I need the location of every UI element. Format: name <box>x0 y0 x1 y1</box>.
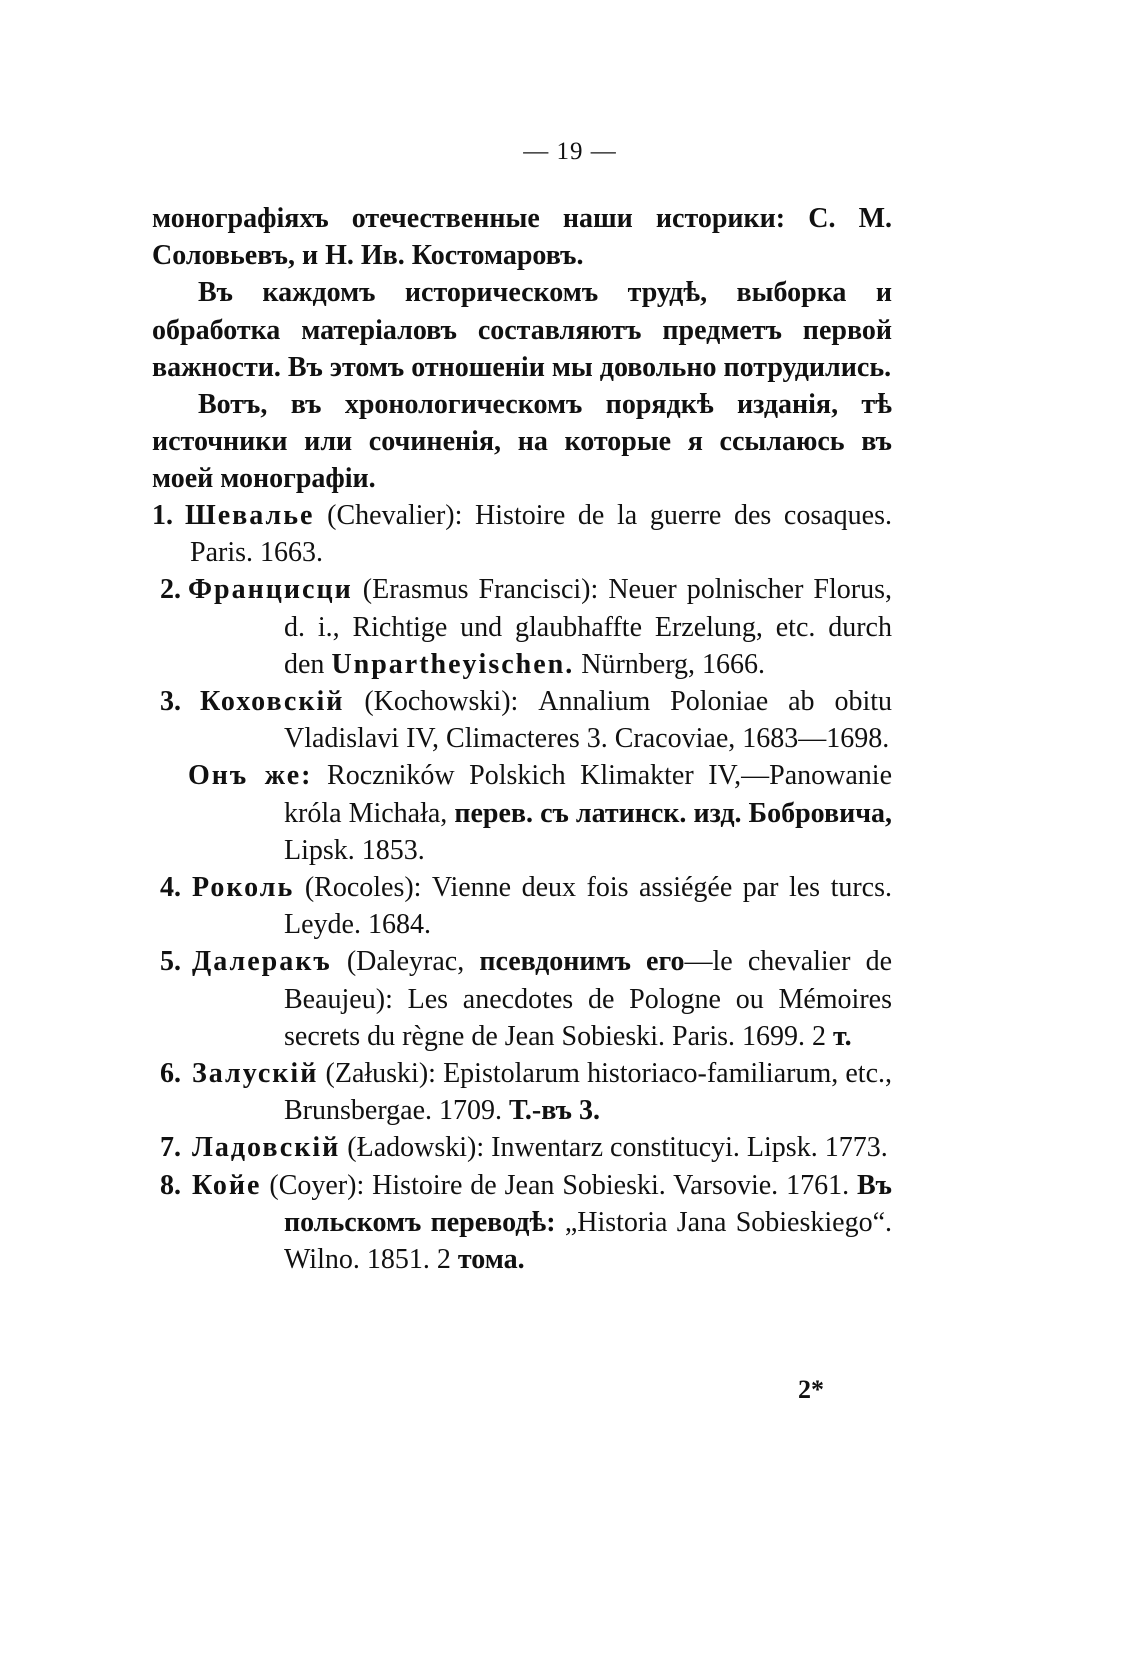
intro-paragraph-1: монографіяхъ отечественные наши историки: С. М. Соловьевъ, и Н. Ив. Костомаровъ. <box>152 203 892 272</box>
source-text: Lipsk. 1853. <box>284 834 425 866</box>
page-number: — 19 — <box>523 138 617 165</box>
source-russian-text: перев. съ латинск. изд. Бобровича, <box>454 797 892 829</box>
source-number: 4. <box>160 872 181 904</box>
source-entry-7 <box>152 1129 892 1166</box>
source-author: Ладовскій <box>192 1132 341 1164</box>
source-entry-3 <box>152 683 892 757</box>
source-entry-3-continued <box>152 757 892 869</box>
source-text: (Rocoles): Vienne deux fois assiégée par les turcs. Leyde. 1684. <box>284 872 892 941</box>
source-text: (Daleyrac, <box>346 946 465 978</box>
source-author: Далеракъ <box>192 946 332 978</box>
source-author: Шевалье <box>185 500 315 531</box>
source-text: „Historia Jana Sobieskiego“. Wilno. 1851. 2 <box>284 1206 893 1276</box>
source-text: (Załuski): Epistolarum historiaco-familiarum, etc., Brunsbergae. 1709. <box>284 1058 893 1127</box>
source-author: Францисци <box>188 574 353 606</box>
source-russian-text: Т.-въ 3. <box>509 1095 600 1127</box>
source-author: Койе <box>192 1169 262 1201</box>
source-number: 3. <box>160 686 181 718</box>
source-text: (Erasmus Francisci): Neuer polnischer Florus, d. i., Richtige und glaubhaffte Erzelung, etc. durch den <box>284 574 893 680</box>
source-text: Nürnberg, 1666. <box>581 648 766 680</box>
source-entry-4 <box>152 869 892 943</box>
source-spaced-text: Unpartheyischen. <box>331 648 575 680</box>
intro-text <box>152 200 892 498</box>
source-text: —le chevalier de Beaujeu): Les anecdotes de Pologne ou Mémoires secrets du règne de Jean Sobieski. Paris. 1699. 2 <box>284 946 893 1052</box>
source-entry-2 <box>152 571 892 683</box>
source-russian-text: тома. <box>457 1244 525 1276</box>
source-entry-6 <box>152 1055 892 1129</box>
signature-mark: 2* <box>798 1375 824 1404</box>
source-russian-text: Въ польскомъ переводѣ: <box>284 1169 892 1238</box>
source-entry-8 <box>152 1167 892 1279</box>
intro-paragraph-2: Въ каждомъ историческомъ трудѣ, выборка и обработка матеріаловъ составляютъ предметъ первой важности. Въ этомъ отношеніи мы довольно потрудились. <box>152 277 892 383</box>
source-number: 8. <box>160 1169 181 1201</box>
source-author: Залускій <box>192 1058 319 1090</box>
source-russian-text: т. <box>833 1020 852 1052</box>
source-author: Роколь <box>192 872 295 904</box>
source-text: (Kochowski): Annalium Poloniae ab obitu Vladislavi IV, Climacteres 3. Cracoviae, 1683—1698. <box>284 686 892 755</box>
source-russian-text: псевдонимъ его <box>479 946 685 978</box>
sources-list <box>152 497 892 1278</box>
source-number: 5. <box>160 946 181 978</box>
source-number: 2. <box>160 574 181 606</box>
intro-paragraph-3: Вотъ, въ хронологическомъ порядкѣ изданія, тѣ источники или сочиненія, на которые я ссылаюсь въ моей монографіи. <box>152 389 892 495</box>
source-entry-1 <box>152 497 892 571</box>
source-text: (Ładowski): Inwentarz constitucyi. Lipsk. 1773. <box>347 1132 888 1164</box>
source-entry-5 <box>152 943 892 1055</box>
source-author: Коховскій <box>200 686 345 718</box>
source-number: 1. <box>152 500 173 531</box>
source-text: (Coyer): Histoire de Jean Sobieski. Varsovie. 1761. <box>269 1169 850 1201</box>
source-number: 6. <box>160 1058 181 1090</box>
source-author: Онъ же: <box>188 760 313 792</box>
source-text: (Chevalier): Histoire de la guerre des cosaques. Paris. 1663. <box>190 500 892 569</box>
source-number: 7. <box>160 1132 181 1164</box>
source-text: Roczników Polskich Klimakter IV,—Panowanie króla Michała, <box>284 760 893 829</box>
